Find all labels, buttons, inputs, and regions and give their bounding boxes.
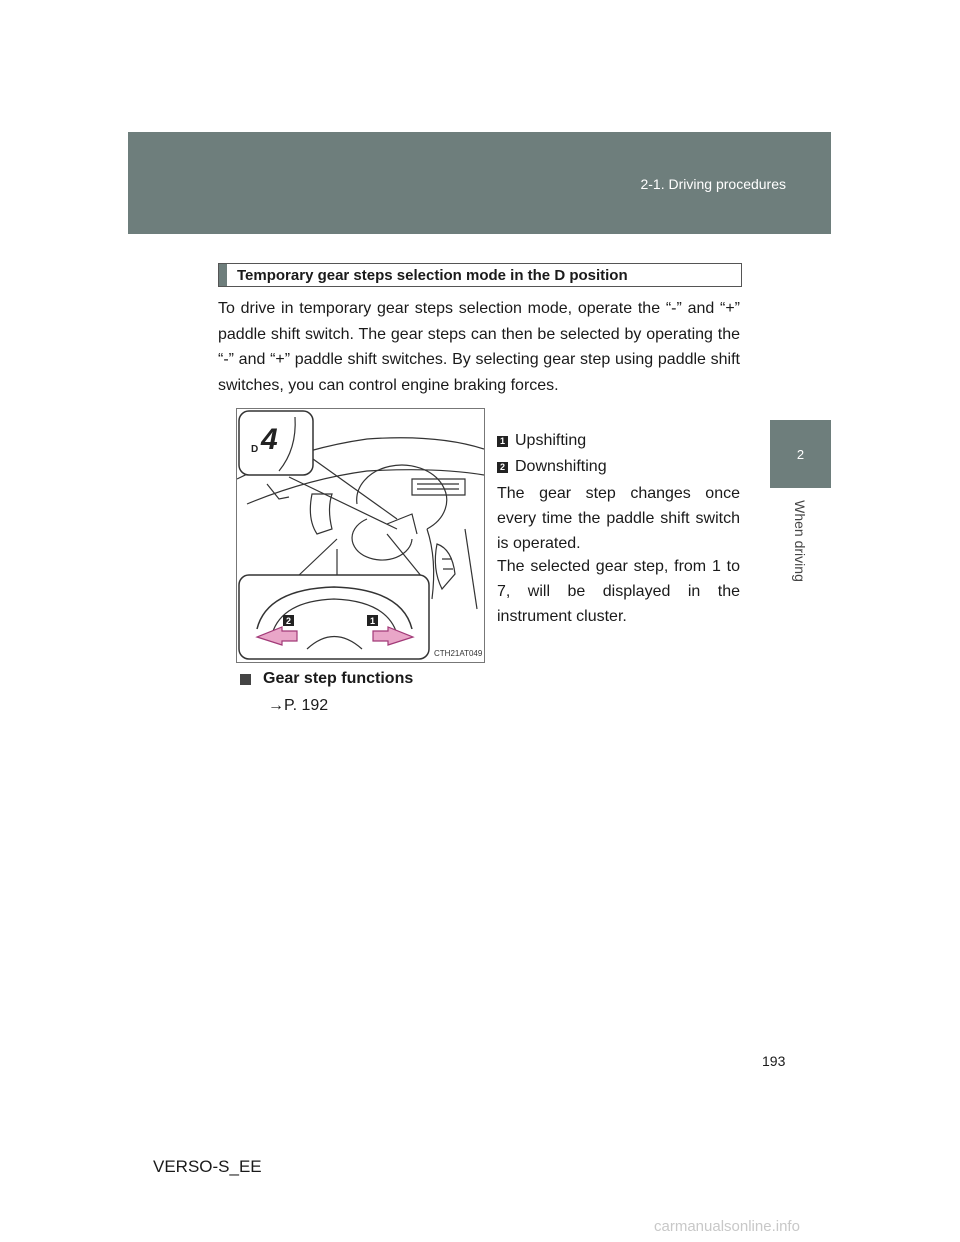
page-reference: →P. 192: [268, 697, 329, 714]
model-code: VERSO-S_EE: [153, 1157, 262, 1176]
item-badge: 2: [497, 462, 508, 473]
display-digit: 4: [261, 423, 278, 456]
intro-paragraph: To drive in temporary gear steps selection mode, operate the “-” and “+” paddle shift switch. The gear steps can then be selected by operating the “-” and “+” paddle shift switches. By selecting gear step using paddle shift switches, you can control engine braking forces.: [218, 300, 740, 394]
figure-code: CTH21AT049: [434, 649, 483, 658]
list-item-upshifting: [497, 432, 586, 450]
callout-2: 2: [285, 616, 292, 626]
list-item-downshifting: [497, 458, 607, 476]
chapter-label: When driving: [792, 500, 808, 582]
paddle-shift-illustration: [236, 408, 485, 663]
heading-accent-bar: [219, 264, 227, 286]
item-label: Upshifting: [515, 432, 587, 449]
item-label: Downshifting: [515, 458, 607, 475]
chapter-tab: [770, 420, 831, 488]
item-badge: 1: [497, 436, 508, 447]
section-heading: Temporary gear steps selection mode in the D position: [237, 266, 628, 284]
chapter-number: 2: [796, 446, 805, 462]
subsection-title: Gear step functions: [263, 670, 414, 687]
square-bullet-icon: [240, 674, 251, 685]
description-paragraph: The gear step changes once every time the paddle shift switch is operated.: [497, 485, 740, 552]
callout-1: 1: [369, 616, 376, 626]
section-title: 2-1. Driving procedures: [640, 176, 786, 192]
illustration-svg: [237, 409, 484, 662]
section-heading-box: [218, 263, 742, 287]
description-paragraph: The selected gear step, from 1 to 7, will be displayed in the instrument cluster.: [497, 558, 740, 625]
header-band: [128, 132, 831, 234]
subsection-heading: [240, 670, 413, 688]
watermark: carmanualsonline.info: [654, 1218, 800, 1235]
page-number: 193: [762, 1053, 786, 1069]
display-letter: D: [251, 444, 259, 455]
